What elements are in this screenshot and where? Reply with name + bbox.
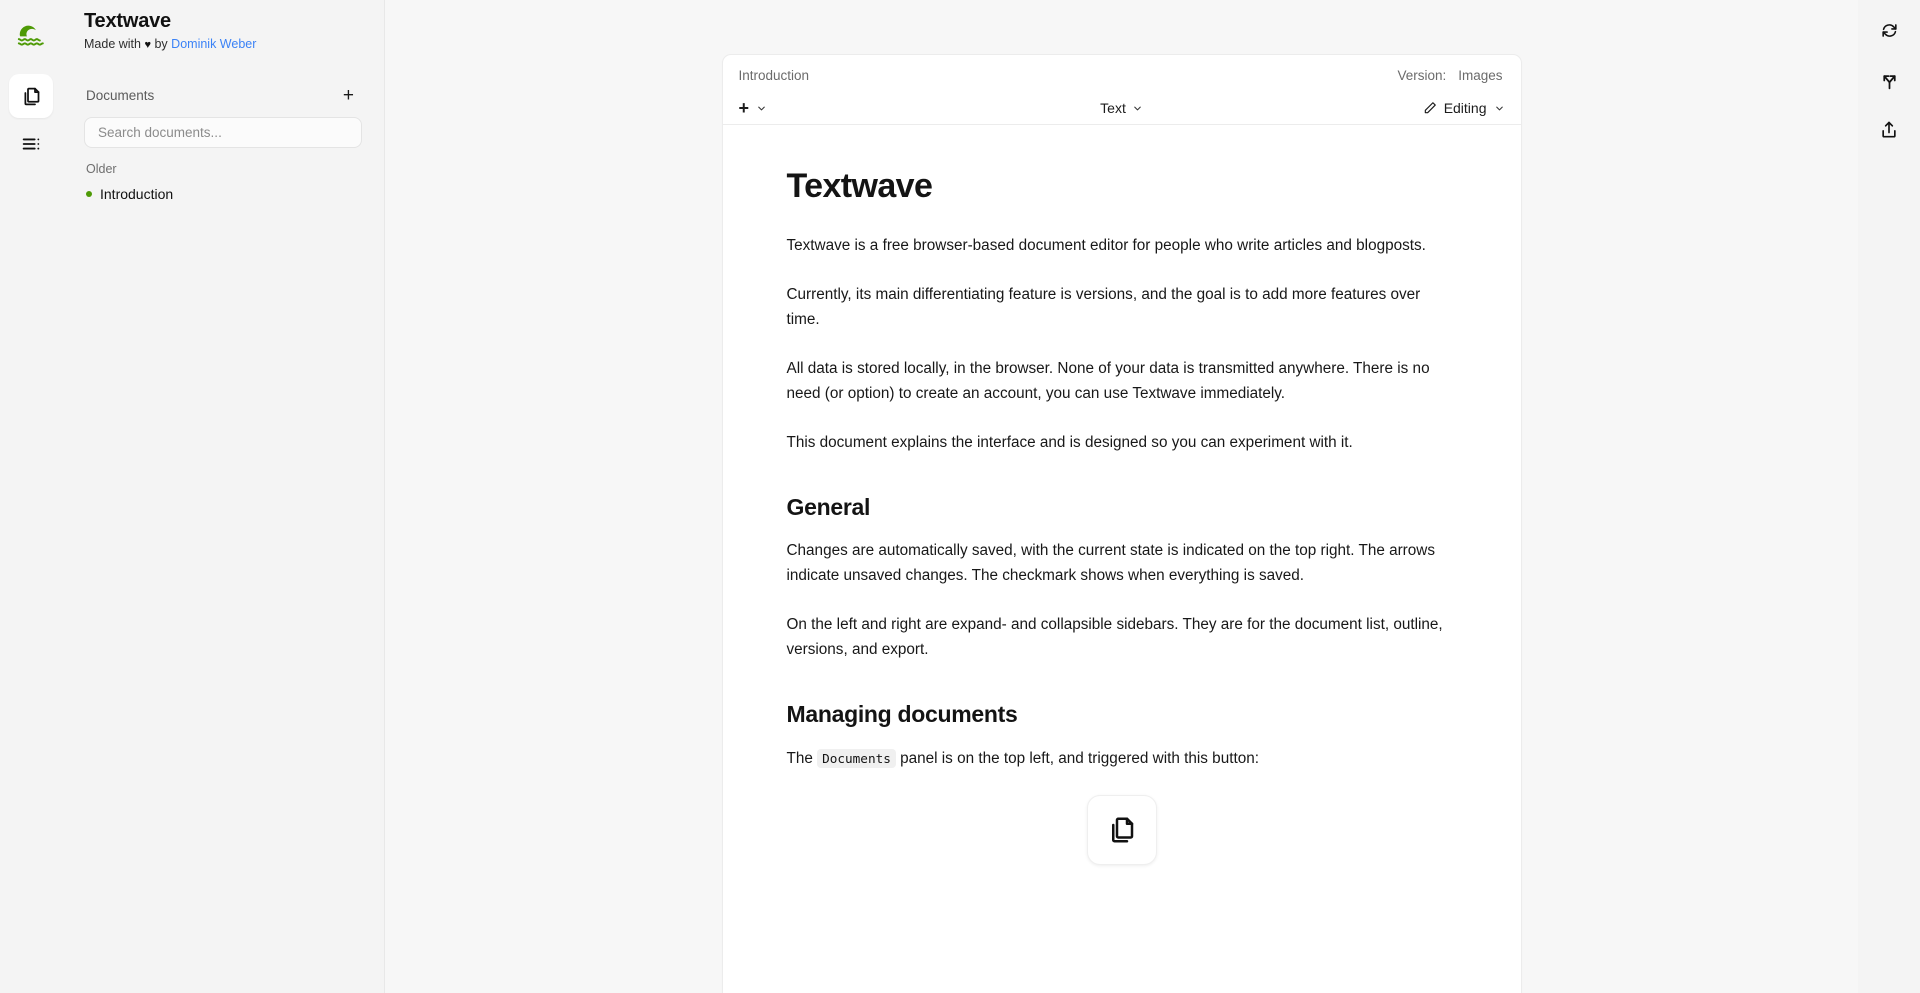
breadcrumb: Introduction [738,68,810,83]
paragraph[interactable]: Currently, its main differentiating feature is versions, and the goal is to add more features over time. [786,286,1421,328]
documents-sidebar [62,0,385,993]
outline-panel-icon [20,133,42,155]
left-icon-rail [0,0,62,993]
documents-section-header [84,84,362,107]
documents-panel-icon [21,86,42,107]
document-list [84,183,362,205]
add-document-button[interactable]: + [342,85,354,107]
by-text: by [154,37,168,51]
sidebar-item-outline[interactable] [9,122,53,166]
pencil-icon [1423,101,1437,115]
document-card [722,54,1522,993]
made-with-text: Made with [84,37,141,51]
paragraph[interactable]: Changes are automatically saved, with the current state is indicated on the top right. The arrows indicate unsaved changes. The checkmark shows when everything is saved. [786,542,1435,585]
paragraph[interactable]: Textwave is a free browser-based document editor for people who write articles and blogposts. [786,237,1426,255]
versions-icon [1879,70,1900,91]
search-documents-box[interactable] [84,117,362,148]
documents-button-illustration [1087,795,1157,865]
section-heading[interactable]: Managing documents [786,700,1018,727]
unsaved-dot-icon [86,191,92,197]
editing-mode-selector[interactable] [1122,100,1505,116]
wave-logo-icon [7,10,55,58]
version-value: Images [1458,68,1503,83]
editor-area [385,0,1858,993]
version-label: Version: [1397,68,1447,83]
heart-icon: ♥ [144,39,151,51]
paragraph[interactable]: All data is stored locally, in the browser. None of your data is transmitted anywhere. There is no need (or option) to create an account, you can use Textwave immediately. [786,359,1430,402]
editor-toolbar [723,92,1521,125]
section-heading[interactable]: General [786,493,871,520]
versions-button[interactable] [1867,58,1911,102]
export-button[interactable] [1867,108,1911,152]
documents-section-label: Documents [86,88,155,104]
paragraph[interactable]: On the left and right are expand- and collapsible sidebars. They are for the document list, outline, versions, and export. [786,616,1443,658]
page-title[interactable]: Textwave [786,167,933,205]
button-figure [787,795,1457,865]
paragraph[interactable]: This document explains the interface and is designed so you can experiment with it. [786,433,1353,451]
document-card-header [723,55,1521,92]
insert-block-control[interactable] [739,99,1122,117]
document-title: Introduction [100,186,174,203]
list-item[interactable] [84,183,362,205]
editing-mode-label[interactable]: Editing [1443,100,1487,116]
brand-block [84,0,362,58]
author-link[interactable]: Dominik Weber [171,37,257,51]
insert-block-button[interactable]: + [738,98,750,118]
code-line-suffix: panel is on the top left, and triggered with this button: [900,749,1259,767]
inline-code: Documents [817,749,896,768]
sync-status-icon [1880,21,1899,40]
document-content[interactable] [723,125,1521,865]
chevron-down-icon[interactable] [1494,103,1505,114]
save-status-button[interactable] [1867,8,1911,52]
document-group-label: Older [86,162,117,177]
sidebar-item-documents[interactable] [9,74,53,118]
code-line-prefix: The [786,749,813,767]
right-icon-rail [1858,0,1920,993]
paragraph-with-code[interactable] [787,747,1457,772]
block-type-label[interactable]: Text [1100,100,1126,116]
brand-subtitle [84,36,362,52]
app-title: Textwave [84,10,171,32]
search-input[interactable] [96,124,350,141]
chevron-down-icon[interactable] [1132,103,1143,114]
version-indicator[interactable] [1397,68,1502,83]
documents-panel-icon [1107,815,1137,845]
export-icon [1879,120,1899,140]
chevron-down-icon[interactable] [756,103,767,114]
